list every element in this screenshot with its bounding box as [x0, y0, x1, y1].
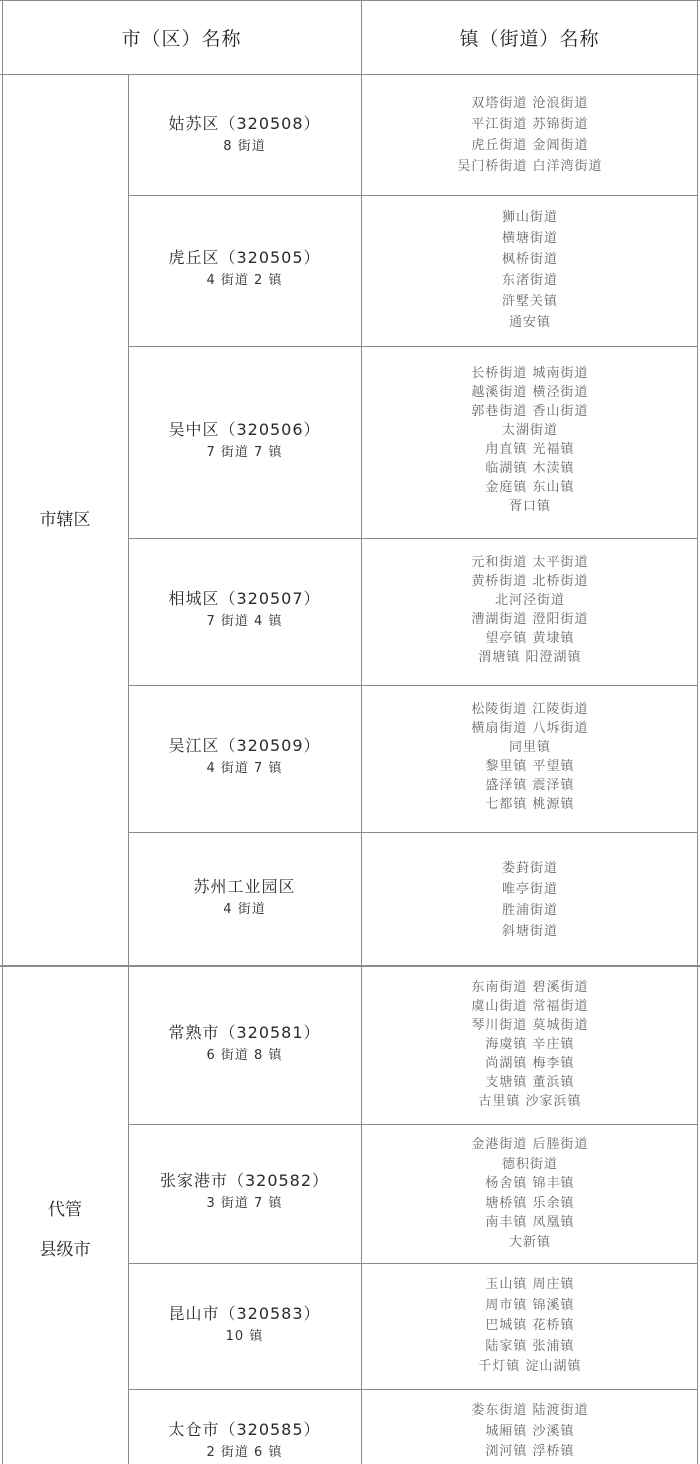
town-line: 周市镇 锦溪镇 [485, 1297, 575, 1313]
district-name: 吴中区（320506） [168, 420, 321, 439]
table-border-top [0, 0, 700, 1]
group-label-line: 县级市 [39, 1240, 91, 1260]
town-list [362, 1275, 698, 1378]
town-line: 金庭镇 东山镇 [485, 480, 575, 495]
town-list [362, 553, 698, 667]
town-line: 太湖街道 [501, 423, 558, 438]
town-line: 黄桥街道 北桥街道 [471, 574, 589, 589]
town-list [362, 700, 698, 814]
district-summary: 7 街道 7 镇 [206, 445, 283, 460]
town-line: 尚湖镇 梅李镇 [485, 1056, 575, 1071]
row-divider [128, 195, 698, 196]
district-cell [128, 112, 361, 158]
town-line: 虎丘街道 金阊街道 [471, 138, 589, 153]
district-cell [128, 587, 361, 633]
town-line: 横扇街道 八坼街道 [471, 721, 589, 736]
town-line: 望亭镇 黄埭镇 [485, 631, 575, 646]
district-summary: 2 街道 6 镇 [206, 1445, 283, 1460]
town-line: 娄东街道 陆渡街道 [471, 1403, 589, 1418]
district-summary: 8 街道 [223, 139, 266, 154]
district-cell [128, 246, 361, 292]
district-cell [128, 418, 361, 464]
town-line: 城厢镇 沙溪镇 [485, 1423, 575, 1439]
town-line: 东南街道 碧溪街道 [471, 980, 589, 995]
row-divider [128, 832, 698, 833]
town-line: 渭塘镇 阳澄湖镇 [478, 650, 582, 665]
row-divider [128, 1389, 698, 1390]
town-line: 东渚街道 [501, 273, 558, 288]
district-name: 苏州工业园区 [193, 877, 296, 896]
town-line: 琴川街道 莫城街道 [471, 1018, 589, 1033]
district-name: 姑苏区（320508） [168, 114, 321, 133]
district-summary: 7 街道 4 镇 [206, 614, 283, 629]
district-cell [128, 875, 361, 921]
town-line: 长桥街道 城南街道 [471, 366, 589, 381]
town-line: 松陵街道 江陵街道 [471, 702, 589, 717]
district-summary: 3 街道 7 镇 [206, 1196, 283, 1211]
group-label-line: 代管 [48, 1200, 82, 1220]
town-line: 横塘街道 [501, 231, 558, 246]
town-list [362, 207, 698, 333]
town-line: 古里镇 沙家浜镇 [478, 1094, 582, 1109]
row-divider [128, 685, 698, 686]
district-name: 常熟市（320581） [168, 1023, 321, 1042]
district-name: 张家港市（320582） [159, 1171, 330, 1190]
town-line: 同里镇 [508, 740, 551, 755]
town-line: 枫桥街道 [501, 252, 558, 267]
district-summary: 10 镇 [225, 1329, 264, 1344]
town-line: 虞山街道 常福街道 [471, 999, 589, 1014]
town-line: 吴门桥街道 白洋湾街道 [457, 159, 603, 174]
town-line: 七都镇 桃源镇 [485, 797, 575, 812]
town-line: 支塘镇 董浜镇 [485, 1075, 575, 1090]
town-line: 千灯镇 淀山湖镇 [478, 1359, 582, 1374]
town-line: 越溪街道 横泾街道 [471, 385, 589, 400]
town-line: 浒墅关镇 [501, 294, 558, 309]
district-cell [128, 1021, 361, 1067]
district-summary: 4 街道 [223, 902, 266, 917]
town-line: 郭巷街道 香山街道 [471, 404, 589, 419]
town-line: 陆家镇 张浦镇 [485, 1338, 575, 1354]
district-name: 相城区（320507） [168, 589, 321, 608]
town-line: 北河泾街道 [494, 593, 565, 608]
town-list [362, 364, 698, 516]
header-town-name: 镇（街道）名称 [459, 28, 600, 50]
town-line: 漕湖街道 澄阳街道 [471, 612, 589, 627]
group-label-municipal-districts: 市辖区 [39, 510, 91, 530]
district-cell [128, 1169, 361, 1215]
town-line: 金港街道 后塍街道 [471, 1137, 589, 1152]
group-divider [0, 965, 700, 967]
town-line: 双塔街道 沧浪街道 [471, 96, 589, 111]
town-line: 海虞镇 辛庄镇 [485, 1037, 575, 1052]
town-line: 唯亭街道 [501, 882, 558, 897]
district-name: 太仓市（320585） [168, 1420, 321, 1439]
town-line: 临湖镇 木渎镇 [485, 461, 575, 476]
town-list [362, 978, 698, 1111]
group-label-county-cities [2, 1190, 128, 1270]
row-divider [128, 346, 698, 347]
town-list [362, 1135, 698, 1252]
town-line: 巴城镇 花桥镇 [485, 1318, 575, 1333]
district-summary: 6 街道 8 镇 [206, 1048, 283, 1063]
town-list [362, 93, 698, 177]
district-cell [128, 1418, 361, 1464]
town-line: 大新镇 [508, 1234, 551, 1250]
town-list [362, 1401, 698, 1463]
town-line: 胜浦街道 [501, 903, 558, 918]
district-summary: 4 街道 7 镇 [206, 761, 283, 776]
town-line: 平江街道 苏锦街道 [471, 117, 589, 132]
town-line: 塘桥镇 乐余镇 [485, 1195, 575, 1211]
town-line: 浏河镇 浮桥镇 [485, 1444, 575, 1459]
town-line: 德积街道 [501, 1156, 558, 1172]
town-line: 斜塘街道 [501, 924, 558, 939]
town-line: 通安镇 [508, 315, 551, 330]
town-line: 杨舍镇 锦丰镇 [485, 1176, 575, 1191]
district-cell [128, 734, 361, 780]
row-divider [128, 1124, 698, 1125]
header-city-name: 市（区）名称 [121, 28, 242, 50]
town-line: 甪直镇 光福镇 [485, 442, 575, 457]
district-name: 虎丘区（320505） [168, 248, 321, 267]
town-line: 盛泽镇 震泽镇 [485, 778, 575, 793]
district-name: 吴江区（320509） [168, 736, 321, 755]
town-line: 玉山镇 周庄镇 [485, 1277, 575, 1292]
town-line: 黎里镇 平望镇 [485, 759, 575, 774]
town-line: 娄葑街道 [501, 861, 558, 876]
row-divider [128, 538, 698, 539]
town-list [362, 858, 698, 942]
town-line: 元和街道 太平街道 [471, 555, 589, 570]
district-name: 昆山市（320583） [168, 1304, 321, 1323]
town-line: 南丰镇 凤凰镇 [485, 1215, 575, 1230]
header-divider [0, 74, 700, 75]
district-summary: 4 街道 2 镇 [206, 273, 283, 288]
town-line: 胥口镇 [508, 499, 551, 514]
district-cell [128, 1302, 361, 1348]
town-line: 狮山街道 [501, 210, 558, 225]
row-divider [128, 1263, 698, 1264]
